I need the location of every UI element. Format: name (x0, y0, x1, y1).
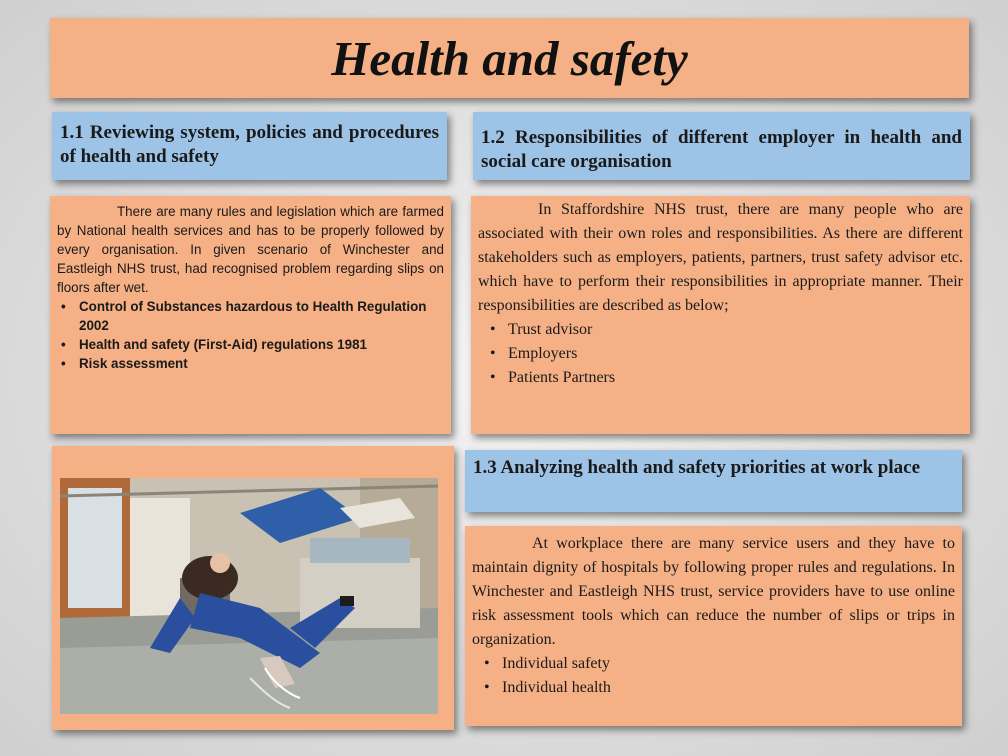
section-3-bullet-list (472, 652, 955, 700)
list-item: • Employers (508, 342, 963, 366)
list-item: • Health and safety (First-Aid) regulations 1981 (79, 335, 444, 354)
section-1-bullet-list (57, 297, 444, 373)
list-item: • Individual health (502, 676, 955, 700)
nurse-slipping-illustration (60, 478, 438, 714)
section-3-content (465, 526, 962, 726)
section-1-content (50, 196, 451, 434)
section-2-bullet-list (478, 318, 963, 390)
photo-panel (52, 446, 454, 730)
list-item: • Risk assessment (79, 354, 444, 373)
section-3-heading: 1.3 Analyzing health and safety priorities at work place (465, 450, 962, 512)
list-item: • Individual safety (502, 652, 955, 676)
section-2-heading: 1.2 Responsibilities of different employer in health and social care organisation (473, 112, 970, 180)
section-1-heading: 1.1 Reviewing system, policies and procedures of health and safety (52, 112, 447, 180)
list-item: • Control of Substances hazardous to Health Regulation 2002 (79, 297, 444, 335)
section-2-paragraph: In Staffordshire NHS trust, there are many people who are associated with their own roles and responsibilities. As there are different stakeholders such as employers, patients, partners, trust safety advisor etc. which have to perform their responsibilities in appropriate manner. Their responsibilities are described as below; (478, 201, 963, 314)
title-banner (50, 18, 969, 98)
page-title: Health and safety (331, 30, 688, 86)
list-item: • Trust advisor (508, 318, 963, 342)
section-1-paragraph: There are many rules and legislation which are farmed by National health services and has to be properly followed by every organisation. In given scenario of Winchester and Eastleigh NHS trust, had recognised problem regarding slips on floors after wet. (57, 204, 444, 295)
slip-accident-photo (60, 478, 438, 714)
section-3-paragraph: At workplace there are many service users and they have to maintain dignity of hospitals by following proper rules and regulations. In Winchester and Eastleigh NHS trust, service providers have to use online risk assessment tools which can reduce the number of slips or trips in organization. (472, 535, 955, 648)
section-2-content (471, 196, 970, 434)
list-item: • Patients Partners (508, 366, 963, 390)
